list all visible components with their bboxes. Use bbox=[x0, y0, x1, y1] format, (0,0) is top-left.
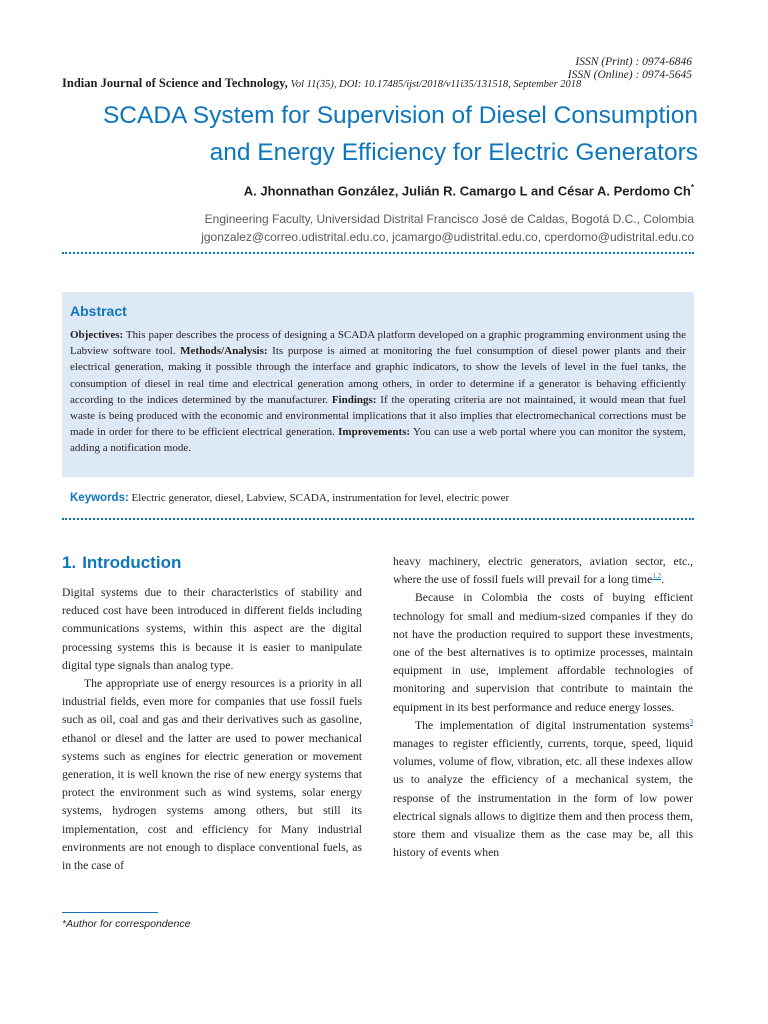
citation-ref-3[interactable]: 3 bbox=[689, 717, 693, 726]
affiliation: Engineering Faculty, Universidad Distrital Francisco José de Caldas, Bogotá D.C., Colombia bbox=[204, 212, 694, 226]
issn-print: ISSN (Print) : 0974-6846 bbox=[575, 56, 692, 68]
paragraph-3-end: . bbox=[661, 573, 664, 587]
title-line-1: SCADA System for Supervision of Diesel Consumption bbox=[102, 102, 698, 129]
author-list bbox=[62, 183, 694, 198]
intro-paragraph-5 bbox=[393, 717, 693, 863]
objectives-text: This paper describes the process of designing a SCADA platform developed on a graphic programming environment using the Labview software tool. bbox=[70, 329, 686, 358]
header-divider bbox=[62, 252, 694, 254]
correspondence-mark: * bbox=[690, 183, 694, 192]
keywords-label: Keywords: bbox=[70, 492, 129, 504]
issn-online: ISSN (Online) : 0974-5645 bbox=[567, 69, 692, 81]
issn-block bbox=[568, 56, 692, 82]
findings-label: Findings: bbox=[331, 393, 377, 406]
journal-meta: Vol 11(35), DOI: 10.17485/ijst/2018/v11i35/131518, September 2018 bbox=[290, 79, 582, 90]
paragraph-5-rest: manages to register efficiently, currents, torque, speed, liquid volumes, volume of flow, vibration, etc. all these indexes allow us to analyze the efficiency of a mechanical system, the response of the instrumentation in the form of low power electrical signals allows to digitize them and then process them, store them and visualize them as the case may be, all this history of events when bbox=[393, 737, 693, 860]
methods-text: Its purpose is aimed at monitoring the fuel consumption of diesel power plants and their electrical generation, making it possible through the interface and graphic indicators, to show the levels of level in the fuel tanks, the consumption of diesel in real time and electrical generation among others, in order to determine if a generator is behaving efficiently according to the indices determined by the manufacturer. bbox=[70, 345, 686, 406]
footnote-rule bbox=[62, 912, 158, 913]
methods-label: Methods/Analysis: bbox=[180, 345, 268, 358]
section-heading-introduction bbox=[62, 553, 181, 573]
intro-paragraph-4: Because in Colombia the costs of buying efficient technology for small and medium-sized companies if they do not have the production required to support these investments, one of the best alternatives is to optimize processes, maintain equipment in use, implement affordable technologies of monitoring and supervision that contribute to maintain the equipment in its best performance and reduce energy losses. bbox=[393, 591, 693, 714]
abstract-body bbox=[70, 327, 686, 457]
affiliation-block bbox=[62, 210, 694, 246]
findings-text: If the operating criteria are not maintained, it would mean that fuel waste is being produced with the economic and environmental implications that it also implies that electromechanical corrections must be made in order for there to be efficient electrical generation. bbox=[70, 393, 686, 439]
objectives-label: Objectives: bbox=[70, 329, 124, 341]
intro-paragraph-3 bbox=[393, 553, 693, 589]
paragraph-3-text: heavy machinery, electric generators, aviation sector, etc., where the use of fossil fuels will prevail for a long time bbox=[393, 555, 693, 587]
paper-title bbox=[62, 97, 698, 171]
improvements-text: You can use a web portal where you can monitor the system, adding a notification mode. bbox=[70, 426, 686, 455]
title-line-2: and Energy Efficiency for Electric Generators bbox=[209, 139, 698, 166]
journal-citation bbox=[62, 76, 582, 91]
authors-text: A. Jhonnathan González, Julián R. Camargo L and César A. Perdomo Ch bbox=[243, 183, 691, 199]
citation-ref-1-2[interactable]: 1,2 bbox=[652, 572, 662, 581]
footnote-correspondence: *Author for correspondence bbox=[62, 918, 191, 930]
section-title: Introduction bbox=[82, 553, 182, 572]
intro-paragraph-1: Digital systems due to their characteristics of stability and reduced cost have been introduced in different fields including communications systems, within this aspect are the digital processing systems this is because it is easier to manipulate digital type signals than analog type. bbox=[62, 586, 362, 672]
keywords-line bbox=[70, 492, 690, 504]
abstract-heading: Abstract bbox=[70, 303, 127, 319]
author-emails: jgonzalez@correo.udistrital.edu.co, jcamargo@udistrital.edu.co, cperdomo@udistrital.edu.co bbox=[201, 230, 694, 244]
keywords-text: Electric generator, diesel, Labview, SCADA, instrumentation for level, electric power bbox=[128, 492, 510, 504]
keywords-divider bbox=[62, 518, 694, 520]
right-column bbox=[393, 553, 693, 862]
improvements-label: Improvements: bbox=[338, 426, 411, 439]
journal-name: Indian Journal of Science and Technology, bbox=[62, 76, 288, 90]
intro-paragraph-2: The appropriate use of energy resources is a priority in all industrial fields, even more for companies that use fossil fuels such as oil, coal and gas and their derivatives such as gasoline, ethanol or diesel and the latter are used to power mechanical systems such as engines for electric generation or movement generation, it is well known the rise of new energy systems that protect the environment such as wind systems, solar energy systems, hydrogen systems among others, but still its implementation, cost and efficiency for Many industrial environments are not enough to displace conventional fuels, as in the case of bbox=[62, 677, 362, 873]
section-number: 1. bbox=[62, 553, 77, 572]
paragraph-5-start: The implementation of digital instrumentation systems bbox=[415, 718, 690, 732]
left-column bbox=[62, 584, 362, 875]
